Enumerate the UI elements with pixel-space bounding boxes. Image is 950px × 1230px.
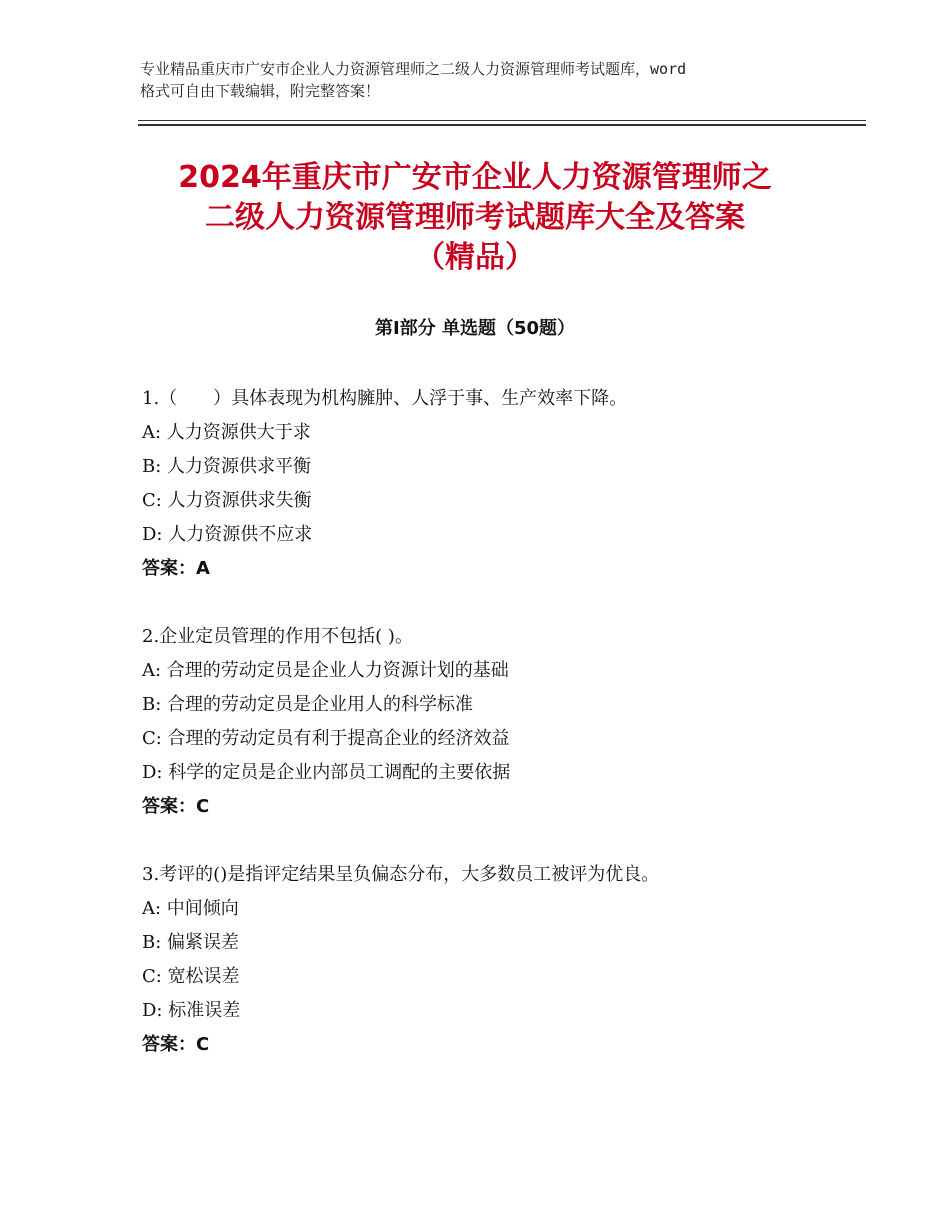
title-line-1: 2024年重庆市广安市企业人力资源管理师之 xyxy=(178,160,772,195)
option-b: B: 偏紧误差 xyxy=(142,932,240,953)
header-divider-thin xyxy=(138,120,866,121)
option-b: B: 人力资源供求平衡 xyxy=(142,456,312,477)
question-stem: 2.企业定员管理的作用不包括( )。 xyxy=(142,626,413,647)
option-c: C: 宽松误差 xyxy=(142,966,240,987)
section-title: 第Ⅰ部分 单选题（50题） xyxy=(374,318,575,339)
question-item xyxy=(142,858,862,1062)
option-d: D: 科学的定员是企业内部员工调配的主要依据 xyxy=(142,762,511,783)
header-line-2: 格式可自由下载编辑，附完整答案！ xyxy=(140,82,381,100)
option-a: A: 人力资源供大于求 xyxy=(142,422,311,443)
answer: 答案：A xyxy=(142,558,210,579)
question-stem: 1.（ ）具体表现为机构臃肿、人浮于事、生产效率下降。 xyxy=(142,388,628,409)
option-a: A: 中间倾向 xyxy=(142,898,239,919)
option-d: D: 人力资源供不应求 xyxy=(142,524,313,545)
option-c: C: 人力资源供求失衡 xyxy=(142,490,312,511)
question-stem: 3.考评的()是指评定结果呈负偏态分布，大多数员工被评为优良。 xyxy=(142,864,660,885)
option-d: D: 标准误差 xyxy=(142,1000,241,1021)
question-list xyxy=(142,382,862,1096)
document-title xyxy=(100,158,850,278)
header-line-1: 专业精品重庆市广安市企业人力资源管理师之二级人力资源管理师考试题库，word xyxy=(140,60,687,78)
answer: 答案：C xyxy=(142,1034,210,1055)
option-c: C: 合理的劳动定员有利于提高企业的经济效益 xyxy=(142,728,510,749)
question-item xyxy=(142,382,862,586)
option-a: A: 合理的劳动定员是企业人力资源计划的基础 xyxy=(142,660,509,681)
question-item xyxy=(142,620,862,824)
title-line-2: 二级人力资源管理师考试题库大全及答案 xyxy=(205,200,745,235)
title-line-3: （精品） xyxy=(415,240,535,275)
answer: 答案：C xyxy=(142,796,210,817)
page-header xyxy=(140,58,820,102)
option-b: B: 合理的劳动定员是企业用人的科学标准 xyxy=(142,694,474,715)
header-divider-thick xyxy=(138,124,866,126)
